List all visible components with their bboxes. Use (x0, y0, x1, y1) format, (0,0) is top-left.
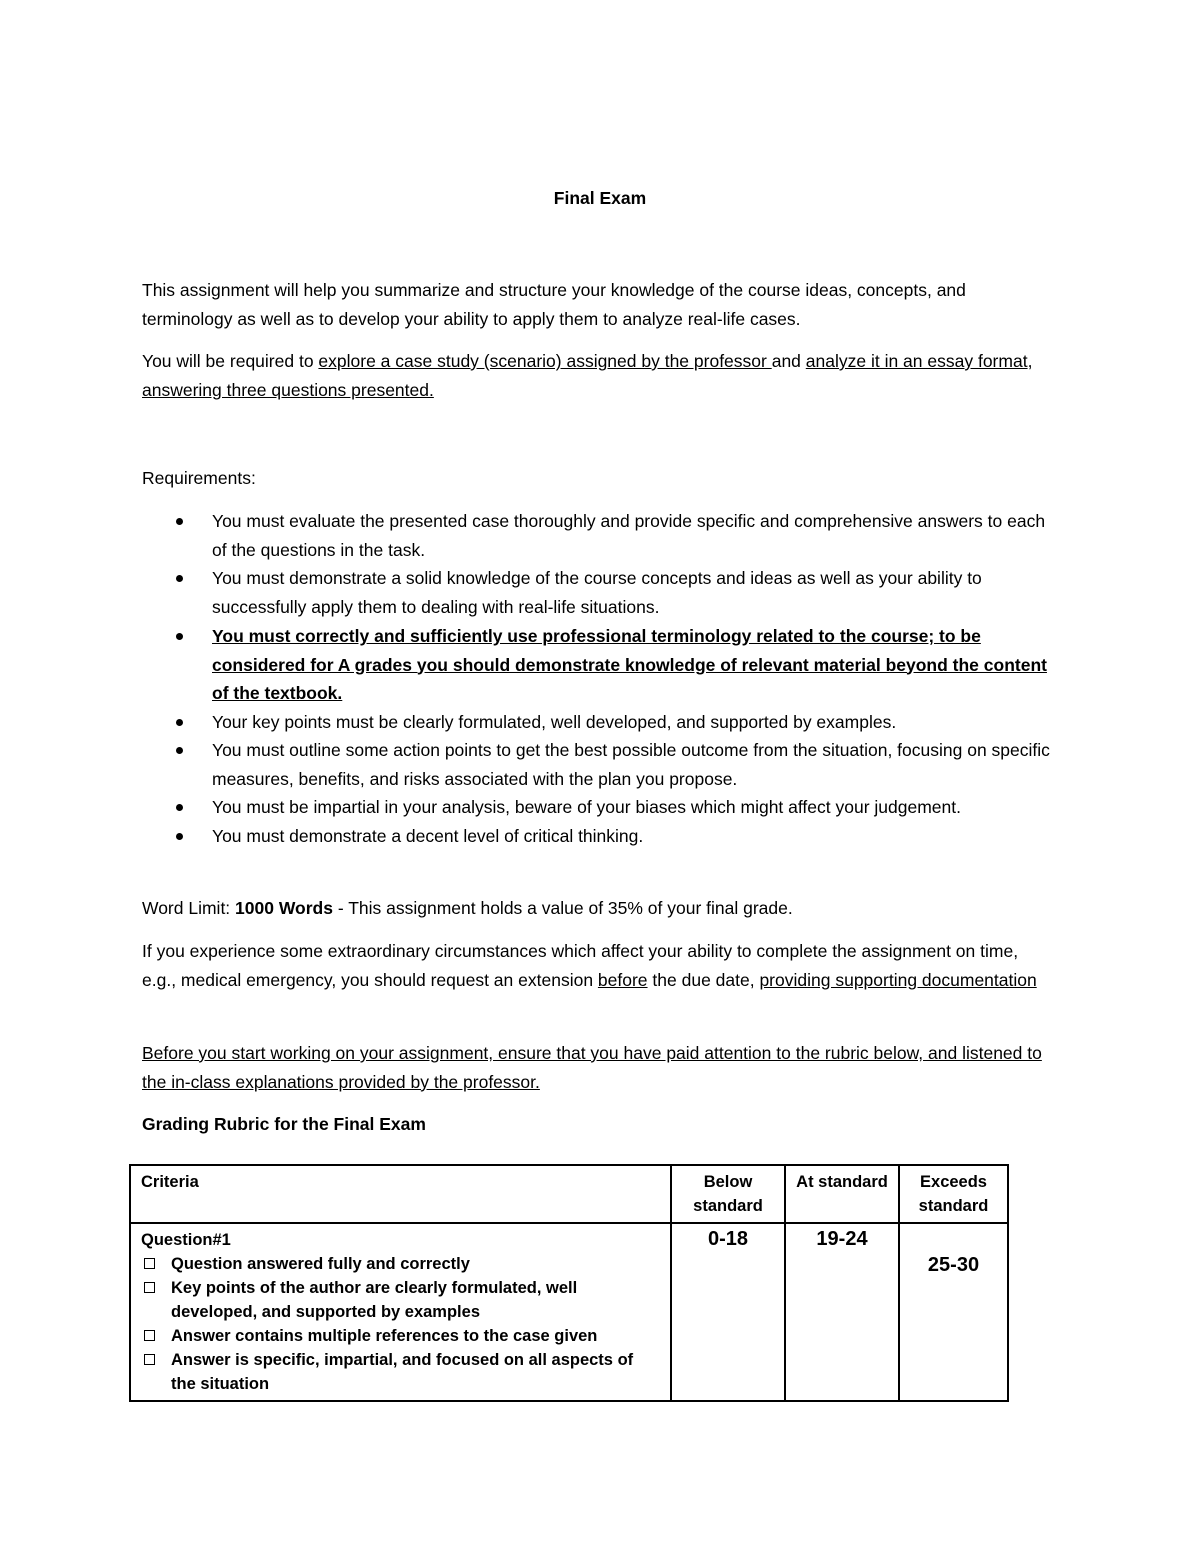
exceeds-standard-score: 25-30 (899, 1223, 1008, 1401)
bullet-icon (176, 518, 183, 525)
requirement-text: Your key points must be clearly formulated, well developed, and supported by examples. (212, 711, 897, 732)
checklist-text: Question answered fully and correctly (171, 1255, 470, 1273)
at-standard-header: At standard (785, 1165, 899, 1223)
bullet-icon (176, 575, 183, 582)
checkbox-icon (144, 1282, 155, 1293)
criteria-header: Criteria (130, 1165, 671, 1223)
requirement-text: You must demonstrate a solid knowledge of the course concepts and ideas as well as your ability to successfully apply them to dealing with real-life situations. (212, 568, 982, 617)
intro-paragraph: This assignment will help you summarize and structure your knowledge of the course ideas, concepts, and terminology as well as to develop your ability to apply them to analyze real-life cases. (142, 280, 966, 329)
word-limit-value: 1000 Words (235, 898, 333, 918)
question-label: Question#1 (141, 1231, 231, 1249)
requirement-item (142, 822, 1062, 851)
page-title: Final Exam (553, 188, 647, 208)
case-study-underlined-2: analyze it in an essay format (805, 351, 1028, 371)
rubric-note: Before you start working on your assignment, ensure that you have paid attention to the rubric below, and listened to the in-class explanations provided by the professor. (142, 1043, 1042, 1092)
checklist-text: Answer contains multiple references to the case given (171, 1327, 598, 1345)
checkbox-icon (144, 1330, 155, 1341)
requirement-item (142, 736, 1062, 793)
case-study-paragraph (142, 347, 1052, 404)
case-study-underlined-1: explore a case study (scenario) assigned by the professor (318, 351, 772, 371)
bullet-icon (176, 833, 183, 840)
extension-text: If you experience some extraordinary circumstances which affect your ability to complete the assignment on time, e.g., medical emergency, you should request an extension (142, 941, 1019, 990)
checklist-item (141, 1348, 660, 1396)
rubric-row (130, 1223, 1008, 1401)
requirement-item (142, 507, 1062, 564)
requirement-text: You must be impartial in your analysis, beware of your biases which might affect your judgement. (212, 797, 961, 817)
checkbox-icon (144, 1354, 155, 1365)
bullet-icon (176, 747, 183, 754)
requirements-list (142, 507, 1062, 850)
grading-rubric-table (129, 1164, 1009, 1402)
rubric-heading: Grading Rubric for the Final Exam (142, 1114, 426, 1134)
below-standard-header: Below standard (671, 1165, 785, 1223)
case-study-text: You will be required to (142, 351, 319, 371)
checklist-item (141, 1276, 660, 1324)
case-study-underlined-3: answering three questions presented. (142, 379, 434, 400)
case-study-text-3: , (1027, 351, 1033, 371)
requirement-text-emphasized: You must correctly and sufficiently use professional terminology related to the course; to be considered for A grades you should demonstrate knowledge of relevant material beyond the content of the textbook. (212, 626, 1047, 703)
extension-documentation: providing supporting documentation (759, 969, 1037, 990)
checklist-text: Answer is specific, impartial, and focused on all aspects of the situation (171, 1351, 634, 1393)
requirement-item (142, 564, 1062, 621)
word-limit-rest: - This assignment holds a value of 35% of your final grade. (332, 898, 793, 918)
bullet-icon (176, 804, 183, 811)
rubric-header-row (130, 1165, 1008, 1223)
extension-paragraph (142, 937, 1052, 994)
requirements-heading: Requirements: (142, 468, 256, 488)
extension-text-2: the due date, (647, 969, 760, 990)
extension-before: before (597, 969, 648, 990)
bullet-icon (176, 633, 183, 640)
bullet-icon (176, 719, 183, 726)
requirement-item (142, 793, 1062, 822)
below-standard-score: 0-18 (671, 1223, 785, 1401)
requirement-text: You must evaluate the presented case thoroughly and provide specific and comprehensive answers to each of the questions in the task. (212, 511, 1046, 560)
requirement-item (142, 622, 1062, 708)
requirement-item (142, 708, 1062, 737)
word-limit-label: Word Limit: (142, 898, 236, 918)
checklist-item (141, 1252, 660, 1276)
criteria-cell (130, 1223, 671, 1401)
checklist-item (141, 1324, 660, 1348)
requirement-text: You must demonstrate a decent level of critical thinking. (212, 825, 644, 846)
case-study-text-2: and (771, 351, 806, 371)
requirement-text: You must outline some action points to get the best possible outcome from the situation, focusing on specific measures, benefits, and risks associated with the plan you propose. (212, 740, 1050, 789)
exceeds-standard-header: Exceeds standard (899, 1165, 1008, 1223)
at-standard-score: 19-24 (785, 1223, 899, 1401)
checklist-text: Key points of the author are clearly formulated, well developed, and supported by examples (171, 1279, 578, 1321)
word-limit-paragraph (142, 894, 1052, 923)
checkbox-icon (144, 1258, 155, 1269)
